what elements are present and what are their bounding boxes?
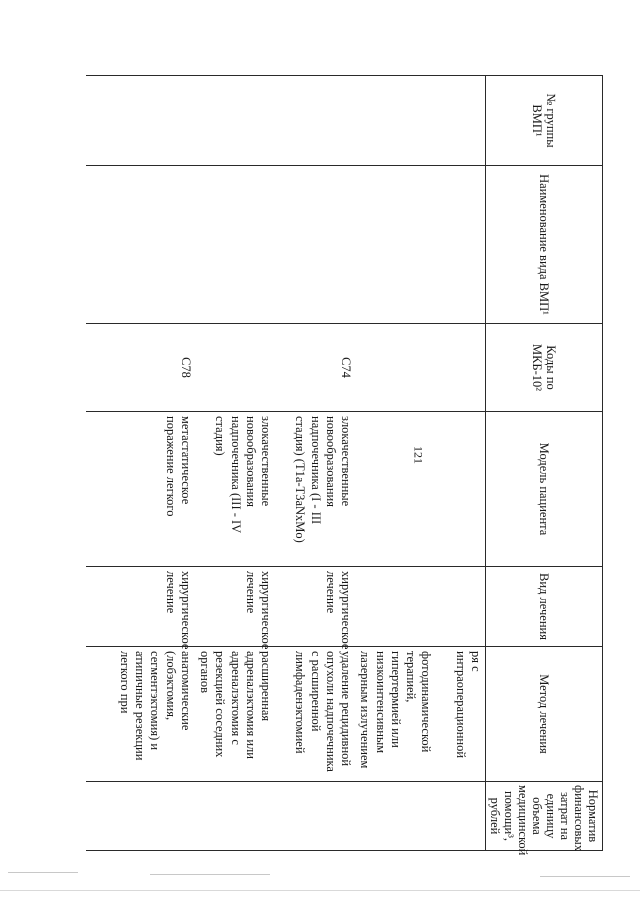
header-treatment-type: Вид лечения — [486, 567, 603, 647]
page-number: 121 — [411, 446, 426, 464]
header-patient-model: Модель пациента — [486, 412, 603, 567]
header-group-number: № группы ВМП¹ — [486, 76, 603, 166]
cell-model — [436, 412, 486, 567]
cell-model: метастатическое поражение легкого — [86, 412, 195, 567]
header-vmp-name: Наименование вида ВМП¹ — [486, 166, 603, 324]
table-row — [355, 76, 435, 851]
cell-group — [355, 76, 435, 166]
table-row — [436, 76, 486, 851]
cell-cost — [355, 782, 435, 851]
cell-method: расширенная адреналэктомия или адреналэктомия с резекцией соседних органов — [195, 647, 275, 782]
table-row — [195, 76, 275, 851]
cell-model — [355, 412, 435, 567]
table-row — [86, 76, 195, 851]
cell-group — [86, 76, 195, 166]
scan-edge-artifacts — [0, 868, 640, 898]
cell-treatment: хирургическое лечение — [275, 567, 355, 647]
cell-code — [355, 324, 435, 412]
cell-cost — [436, 782, 486, 851]
cell-name — [195, 166, 275, 324]
cell-method: анатомические (лобэктомия, сегментэктомия) и атипичные резекции легкого при — [86, 647, 195, 782]
cell-name — [275, 166, 355, 324]
table-header-row — [486, 76, 603, 851]
cell-treatment: хирургическое лечение — [86, 567, 195, 647]
table-row — [275, 76, 355, 851]
cell-name — [355, 166, 435, 324]
header-cost-standard: Норматив финансовых затрат на единицу объема медицинской помощи³, рублей — [486, 782, 603, 851]
cell-treatment — [355, 567, 435, 647]
table-container — [86, 75, 603, 856]
cell-code: C74 — [275, 324, 355, 412]
cell-method: ря с интраоперационной — [436, 647, 486, 782]
cell-cost — [275, 782, 355, 851]
cell-group — [195, 76, 275, 166]
cell-cost — [195, 782, 275, 851]
cell-method: фотодинамической терапией, гипертермией или низкоинтенсивным лазерным излучением — [355, 647, 435, 782]
header-icd-codes: Коды по МКБ-10² — [486, 324, 603, 412]
header-treatment-method: Метод лечения — [486, 647, 603, 782]
cell-code — [436, 324, 486, 412]
cell-group — [436, 76, 486, 166]
vmp-table — [86, 75, 603, 856]
cell-treatment — [436, 567, 486, 647]
cell-group — [275, 76, 355, 166]
cell-name — [86, 166, 195, 324]
cell-treatment: хирургическое лечение — [195, 567, 275, 647]
cell-name — [436, 166, 486, 324]
cell-code: C78 — [86, 324, 195, 412]
cell-cost — [86, 782, 195, 851]
cell-code — [195, 324, 275, 412]
cell-method: удаление рецидивной опухоли надпочечника с расширенной лимфаденэктомией — [275, 647, 355, 782]
cell-model: злокачественные новообразования надпочечника (I - III стадия) (T1a-T3aNxMo) — [275, 412, 355, 567]
cell-model: злокачественные новообразования надпочечника (III - IV стадия) — [195, 412, 275, 567]
